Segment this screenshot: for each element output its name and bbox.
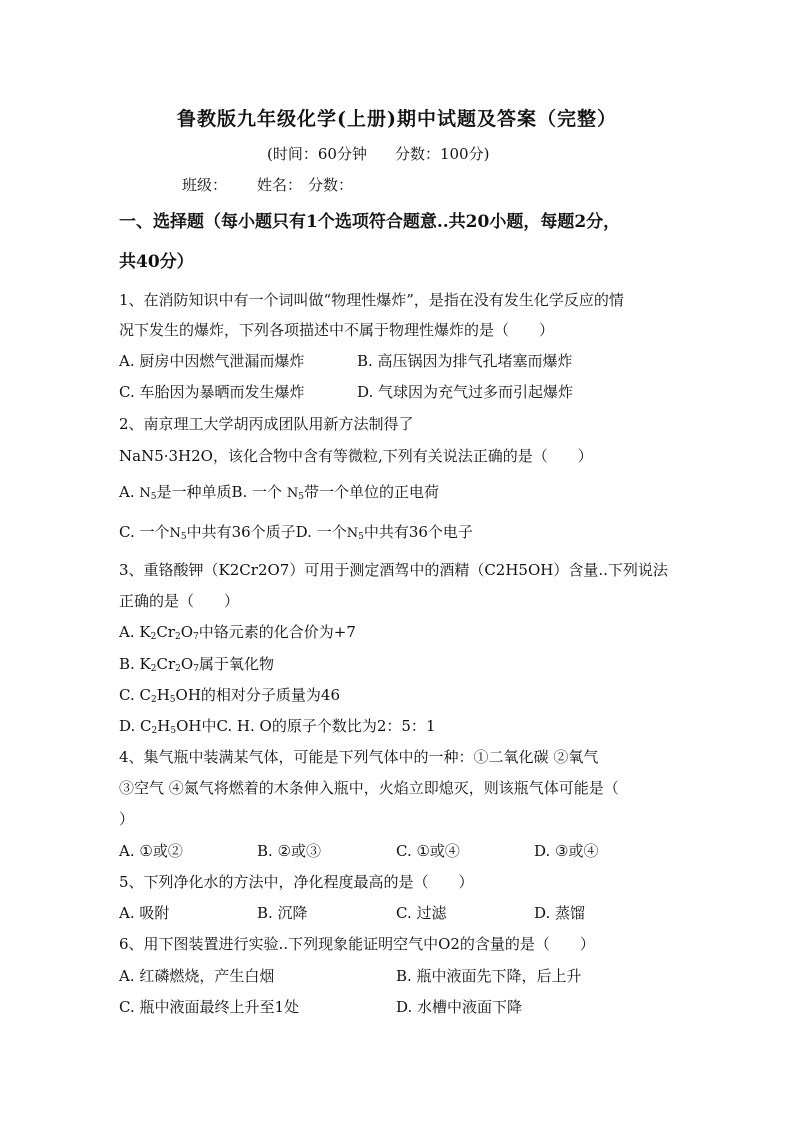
q2-stem: 2、南京理工大学胡丙成团队用新方法制得了 [119,415,414,433]
q5-option-b: B. 沉降 [257,904,308,922]
q4-stem-cont: ③空气 ④氮气将燃着的木条伸入瓶中，火焰立即熄灭，则该瓶气体可能是（ [119,779,619,797]
q1-option-c: C. 车胎因为暴晒而发生爆炸 [119,383,305,401]
q6-stem: 6、用下图装置进行实验..下列现象能证明空气中O2的含量的是（ ） [119,935,595,953]
q2-a-prefix: A. [119,483,135,501]
n3-formula: $N_5$ [139,486,157,502]
q1-stem-cont: 况下发生的爆炸，下列各项描述中不属于物理性爆炸的是（ ） [119,321,555,339]
q1-option-a: A. 厨房中因燃气泄漏而爆炸 [119,352,305,370]
q6-option-b: B. 瓶中液面先下降，后上升 [396,967,582,985]
q2-a-mid: 是一种单质B. 一个 [156,483,283,501]
q4-option-a: A. ①或② [119,842,183,860]
q2-options-ab [119,482,439,504]
q4-stem: 4、集气瓶中装满某气体，可能是下列气体中的一种：①二氧化碳 ②氧气 [119,748,599,766]
section-heading: 一、选择题（每小题只有1个选项符合题意..共20小题，每题2分， [119,212,621,232]
name-label: 姓名： [257,176,303,194]
time-info: (时间：60分钟 [267,145,367,163]
q3-option-b: B. $K_2Cr_2O_7$属于氧化物 [119,655,274,674]
q2-stem-cont: NaN5·3H2O，该化合物中含有等微粒,下列有关说法正确的是（ ） [119,447,593,465]
q3-stem-cont: 正确的是（ ） [119,592,240,610]
exam-meta [267,144,489,164]
class-label: 班级： [182,176,228,194]
q4-option-d: D. ③或④ [534,842,599,860]
q1-option-b: B. 高压锅因为排气孔堵塞而爆炸 [357,352,573,370]
n3-formula: $N_5$ [346,526,364,542]
q4-option-c: C. ①或④ [396,842,460,860]
q6-option-c: C. 瓶中液面最终上升至1处 [119,998,300,1016]
q6-option-a: A. 红磷燃烧，产生白烟 [119,967,275,985]
q3-stem: 3、重铬酸钾（K2Cr2O7）可用于测定酒驾中的酒精（C2H5OH）含量..下列说法 [119,561,668,579]
q1-stem: 1、在消防知识中有一个词叫做“物理性爆炸”，是指在没有发生化学反应的情 [119,291,624,309]
q2-b-text: 带一个单位的正电荷 [303,483,439,501]
q3-option-a: A. $K_2Cr_2O_7$中铬元素的化合价为+7 [119,623,356,642]
student-info [182,175,353,195]
q4-option-b: B. ②或③ [257,842,322,860]
n3-formula: $N_5$ [169,526,187,542]
section-heading-cont: 共40分） [119,252,194,272]
q2-c-prefix: C. 一个 [119,523,170,541]
q3-option-c: C. $C_2H_5OH$的相对分子质量为46 [119,686,340,705]
n3-formula: $N_5$ [286,486,304,502]
q4-stem-end: ） [119,810,135,828]
page-title: 鲁教版九年级化学(上册)期中试题及答案（完整） [177,108,617,130]
q3-option-d: D. $C_2H_5OH$中C. H. O的原子个数比为2：5：1 [119,717,436,736]
q2-c-mid: 中共有36个质子D. 一个 [186,523,347,541]
q2-options-cd [119,522,473,544]
score-label: 分数： [308,176,354,194]
q5-stem: 5、下列净化水的方法中，净化程度最高的是（ ） [119,873,474,891]
q1-option-d: D. 气球因为充气过多而引起爆炸 [357,383,574,401]
q2-d-text: 中共有36个电子 [363,523,473,541]
score-total: 分数：100分) [394,145,490,163]
q6-option-d: D. 水槽中液面下降 [396,998,523,1016]
q5-option-d: D. 蒸馏 [534,904,586,922]
q5-option-a: A. 吸附 [119,904,170,922]
q5-option-c: C. 过滤 [396,904,447,922]
